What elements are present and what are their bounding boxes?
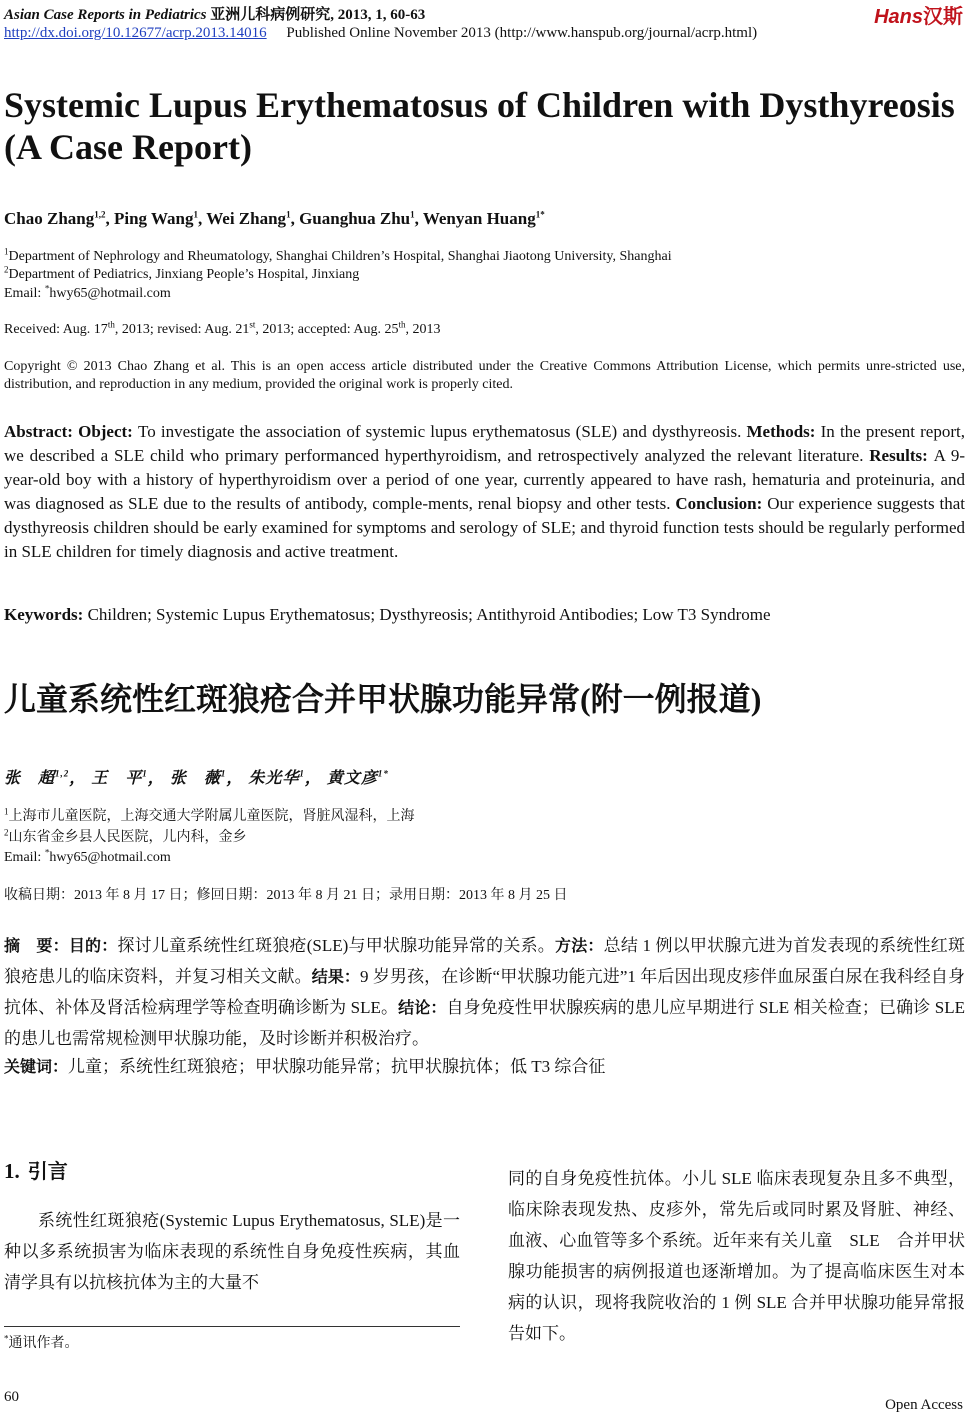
author-separator: ， [226, 770, 244, 787]
author-affil-sup: 1* [377, 768, 389, 779]
affil-text: Department of Pediatrics, Jinxiang People’s Hospital, Jinxiang [8, 267, 360, 282]
results-label: Results: [869, 446, 934, 465]
method-label: 方法： [555, 936, 604, 955]
doi-link[interactable]: http://dx.doi.org/10.12677/acrp.2013.14016 [4, 25, 267, 41]
header-doi-line [4, 25, 757, 42]
email-sup: * [44, 283, 50, 294]
author-affil-sup: 1 [299, 768, 305, 779]
author-affil-sup: 1,2 [94, 209, 106, 220]
affil-text: Department of Nephrology and Rheumatology, Shanghai Children’s Hospital, Shanghai Jiaotong University, Shanghai [8, 249, 672, 264]
published-online: Published Online November 2013 (http://www.hanspub.org/journal/acrp.html) [286, 25, 758, 41]
object-text: To investigate the association of systemic lupus erythematosus (SLE) and dysthyreosis. [138, 422, 747, 441]
journal-name-cn: 亚洲儿科病例研究 [210, 7, 331, 23]
logo-latin: Hans [874, 6, 923, 28]
received-text: Received: Aug. 17 [4, 322, 108, 337]
email-address[interactable]: hwy65@hotmail.com [49, 286, 171, 301]
author-separator: , [105, 209, 114, 228]
author-name: 张 超 [4, 770, 56, 787]
author-affil-sup: 1,2 [55, 768, 70, 779]
publisher-logo [874, 0, 963, 29]
email-en [4, 285, 171, 303]
affiliation-1-en [4, 248, 672, 266]
keywords-en [4, 604, 965, 626]
author-separator: , [290, 209, 300, 228]
abstract-en [4, 420, 965, 564]
affil-sup: 1 [4, 246, 9, 257]
aim-label: 目的： [68, 936, 118, 955]
object-label: Object: [78, 422, 139, 441]
email-label: Email: [4, 850, 45, 865]
method-text: 总结 1 例以甲状腺亢进为首发表现的系统性红斑狼疮患儿的临床资料，并复习相关文献。 [4, 936, 965, 986]
conclusion-text-cn: 自身免疫性甲状腺疾病的患儿应早期进行 SLE 相关检查；已确诊 SLE 的患儿也需常规检测甲状腺功能，及时诊断并积极治疗。 [4, 998, 965, 1048]
author-name: Guanghua Zhu [299, 209, 411, 228]
author-affil-sup: 1* [535, 209, 545, 220]
affil-sup: 2 [4, 264, 9, 275]
email-address[interactable]: hwy65@hotmail.com [49, 850, 171, 865]
author-name: 朱光华 [248, 770, 300, 787]
conclusion-text: Our experience suggests that dysthyreosis children should be early examined for symptoms and serology of SLE; and thyroid function tests should be regularly performed in SLE children for timely diagnosis and active treatment. [4, 494, 965, 561]
aim-text: 探讨儿童系统性红斑狼疮(SLE)与甲状腺功能异常的关系。 [117, 936, 555, 955]
author-affil-sup: 1 [410, 209, 415, 220]
title-paren-close: ) [750, 681, 762, 717]
section-heading [4, 1155, 68, 1184]
journal-name-en: Asian Case Reports in Pediatrics [4, 7, 207, 23]
body-column-right [508, 1163, 965, 1349]
affil-sup: 1 [4, 806, 9, 817]
keywords-cn [4, 1052, 605, 1077]
abstract-cn [4, 930, 965, 1054]
email-label: Email: [4, 286, 45, 301]
footnote-divider [4, 1326, 460, 1327]
revised-text: , 2013; revised: Aug. 21 [114, 322, 250, 337]
affiliation-2-cn [4, 829, 247, 847]
email-cn [4, 849, 171, 867]
section-title: 引言 [27, 1159, 68, 1183]
abstract-label: Abstract: [4, 422, 79, 441]
methods-text: In the present report, we described a SLE child who primary performanced hyperthyroidism, and retrospectively analyzed the relevant literature. [4, 422, 965, 465]
keywords-label-cn: 关键词： [4, 1057, 69, 1076]
accepted-text: , 2013; accepted: Aug. 25 [255, 322, 399, 337]
author-affil-sup: 1 [193, 209, 199, 220]
body-column-left [4, 1205, 460, 1298]
open-access-label: Open Access [885, 1397, 963, 1413]
footnote [4, 1332, 79, 1352]
result-text: 9 岁男孩，在诊断“甲状腺功能亢进”1 年后因出现皮疹伴血尿蛋白尿在我科经自身抗体、补体及肾活检病理学等检查明确诊断为 SLE。 [4, 967, 965, 1017]
title-cn-main: 儿童系统性红斑狼疮合并甲状腺功能异常 [4, 680, 581, 718]
journal-citation: , 2013, 1, 60-63 [330, 7, 426, 23]
copyright-notice: Copyright © 2013 Chao Zhang et al. This is an open access article distributed under the Creative Commons Attribution License, which permits unre-stricted use, distribution, and reproduction in any medium, provided the original work is properly cited. [4, 359, 965, 392]
received-sup: th [107, 319, 115, 330]
page-number: 60 [4, 1389, 19, 1405]
footnote-text: 通讯作者。 [8, 1336, 79, 1351]
affil-text: 山东省金乡县人民医院，儿内科，金乡 [8, 830, 247, 845]
authors-cn [4, 765, 389, 788]
author-name: 张 薇 [169, 770, 221, 787]
title-cn-paren-text: 附一例报道 [590, 680, 751, 718]
author-separator: ， [304, 770, 322, 787]
article-title-cn [4, 674, 761, 720]
conclusion-label: Conclusion: [675, 494, 768, 513]
author-name: Chao Zhang [4, 209, 95, 228]
affiliation-1-cn [4, 808, 415, 826]
email-sup: * [44, 847, 50, 858]
journal-header [4, 3, 425, 24]
affiliation-2-en [4, 266, 359, 284]
conclusion-label-cn: 结论： [398, 998, 447, 1017]
accepted-sup: th [398, 319, 406, 330]
title-paren-open: ( [580, 681, 591, 717]
keywords-text-cn: 儿童；系统性红斑狼疮；甲状腺功能异常；抗甲状腺抗体；低 T3 综合征 [68, 1057, 606, 1076]
accepted-year: , 2013 [405, 322, 441, 337]
author-separator: ， [147, 770, 165, 787]
author-affil-sup: 1 [142, 768, 148, 779]
dates-en [4, 321, 440, 339]
affil-text: 上海市儿童医院，上海交通大学附属儿童医院，肾脏风湿科，上海 [8, 809, 415, 824]
author-name: 黄文彦 [326, 770, 378, 787]
author-name: Wei Zhang [206, 209, 287, 228]
article-title-en: Systemic Lupus Erythematosus of Children with Dysthyreosis (A Case Report) [4, 85, 955, 167]
logo-cn: 汉斯 [923, 6, 963, 28]
dates-cn: 收稿日期：2013 年 8 月 17 日；修回日期：2013 年 8 月 21 日；录用日期：2013 年 8 月 25 日 [4, 888, 568, 903]
authors-en [4, 209, 545, 229]
author-name: Ping Wang [113, 209, 194, 228]
author-separator: , [198, 209, 207, 228]
results-text: A 9-year-old boy with a history of hyperthyroidism over a period of one year, currently appeared to have rash, hematuria and proteinuria, and was diagnosed as SLE due to the results of antibody, comple-ments, renal biopsy and other tests. [4, 446, 965, 513]
intro-paragraph: 系统性红斑狼疮(Systemic Lupus Erythematosus, SLE)是一种以多系统损害为临床表现的系统性自身免疫性疾病，其血清学具有以抗核抗体为主的大量不 [4, 1211, 460, 1292]
footnote-sup: * [4, 1333, 9, 1344]
author-separator: ， [69, 770, 87, 787]
author-affil-sup: 1 [286, 209, 291, 220]
intro-paragraph-continued: 同的自身免疫性抗体。小儿 SLE 临床表现复杂且多不典型，临床除表现发热、皮疹外，常先后或同时累及肾脏、神经、血液、心血管等多个系统。近年来有关儿童 SLE 合并甲状腺功能损害的病例报道也逐渐增加。为了提高临床医生对本病的认识，现将我院收治的 1 例 SLE 合并甲状腺功能异常报告如下。 [508, 1169, 965, 1343]
revised-sup: st [249, 319, 256, 330]
methods-label: Methods: [746, 422, 821, 441]
result-label: 结果： [311, 967, 361, 986]
keywords-text: Children; Systemic Lupus Erythematosus; Dysthyreosis; Antithyroid Antibodies; Low T3 Syndrome [87, 605, 771, 624]
author-name: Wenyan Huang [422, 209, 536, 228]
abstract-label-cn: 摘 要： [4, 936, 69, 955]
affil-sup: 2 [4, 827, 9, 838]
author-affil-sup: 1 [220, 768, 227, 779]
author-separator: , [414, 209, 423, 228]
keywords-label: Keywords: [4, 605, 88, 624]
author-name: 王 平 [91, 770, 143, 787]
section-number: 1. [4, 1159, 20, 1183]
